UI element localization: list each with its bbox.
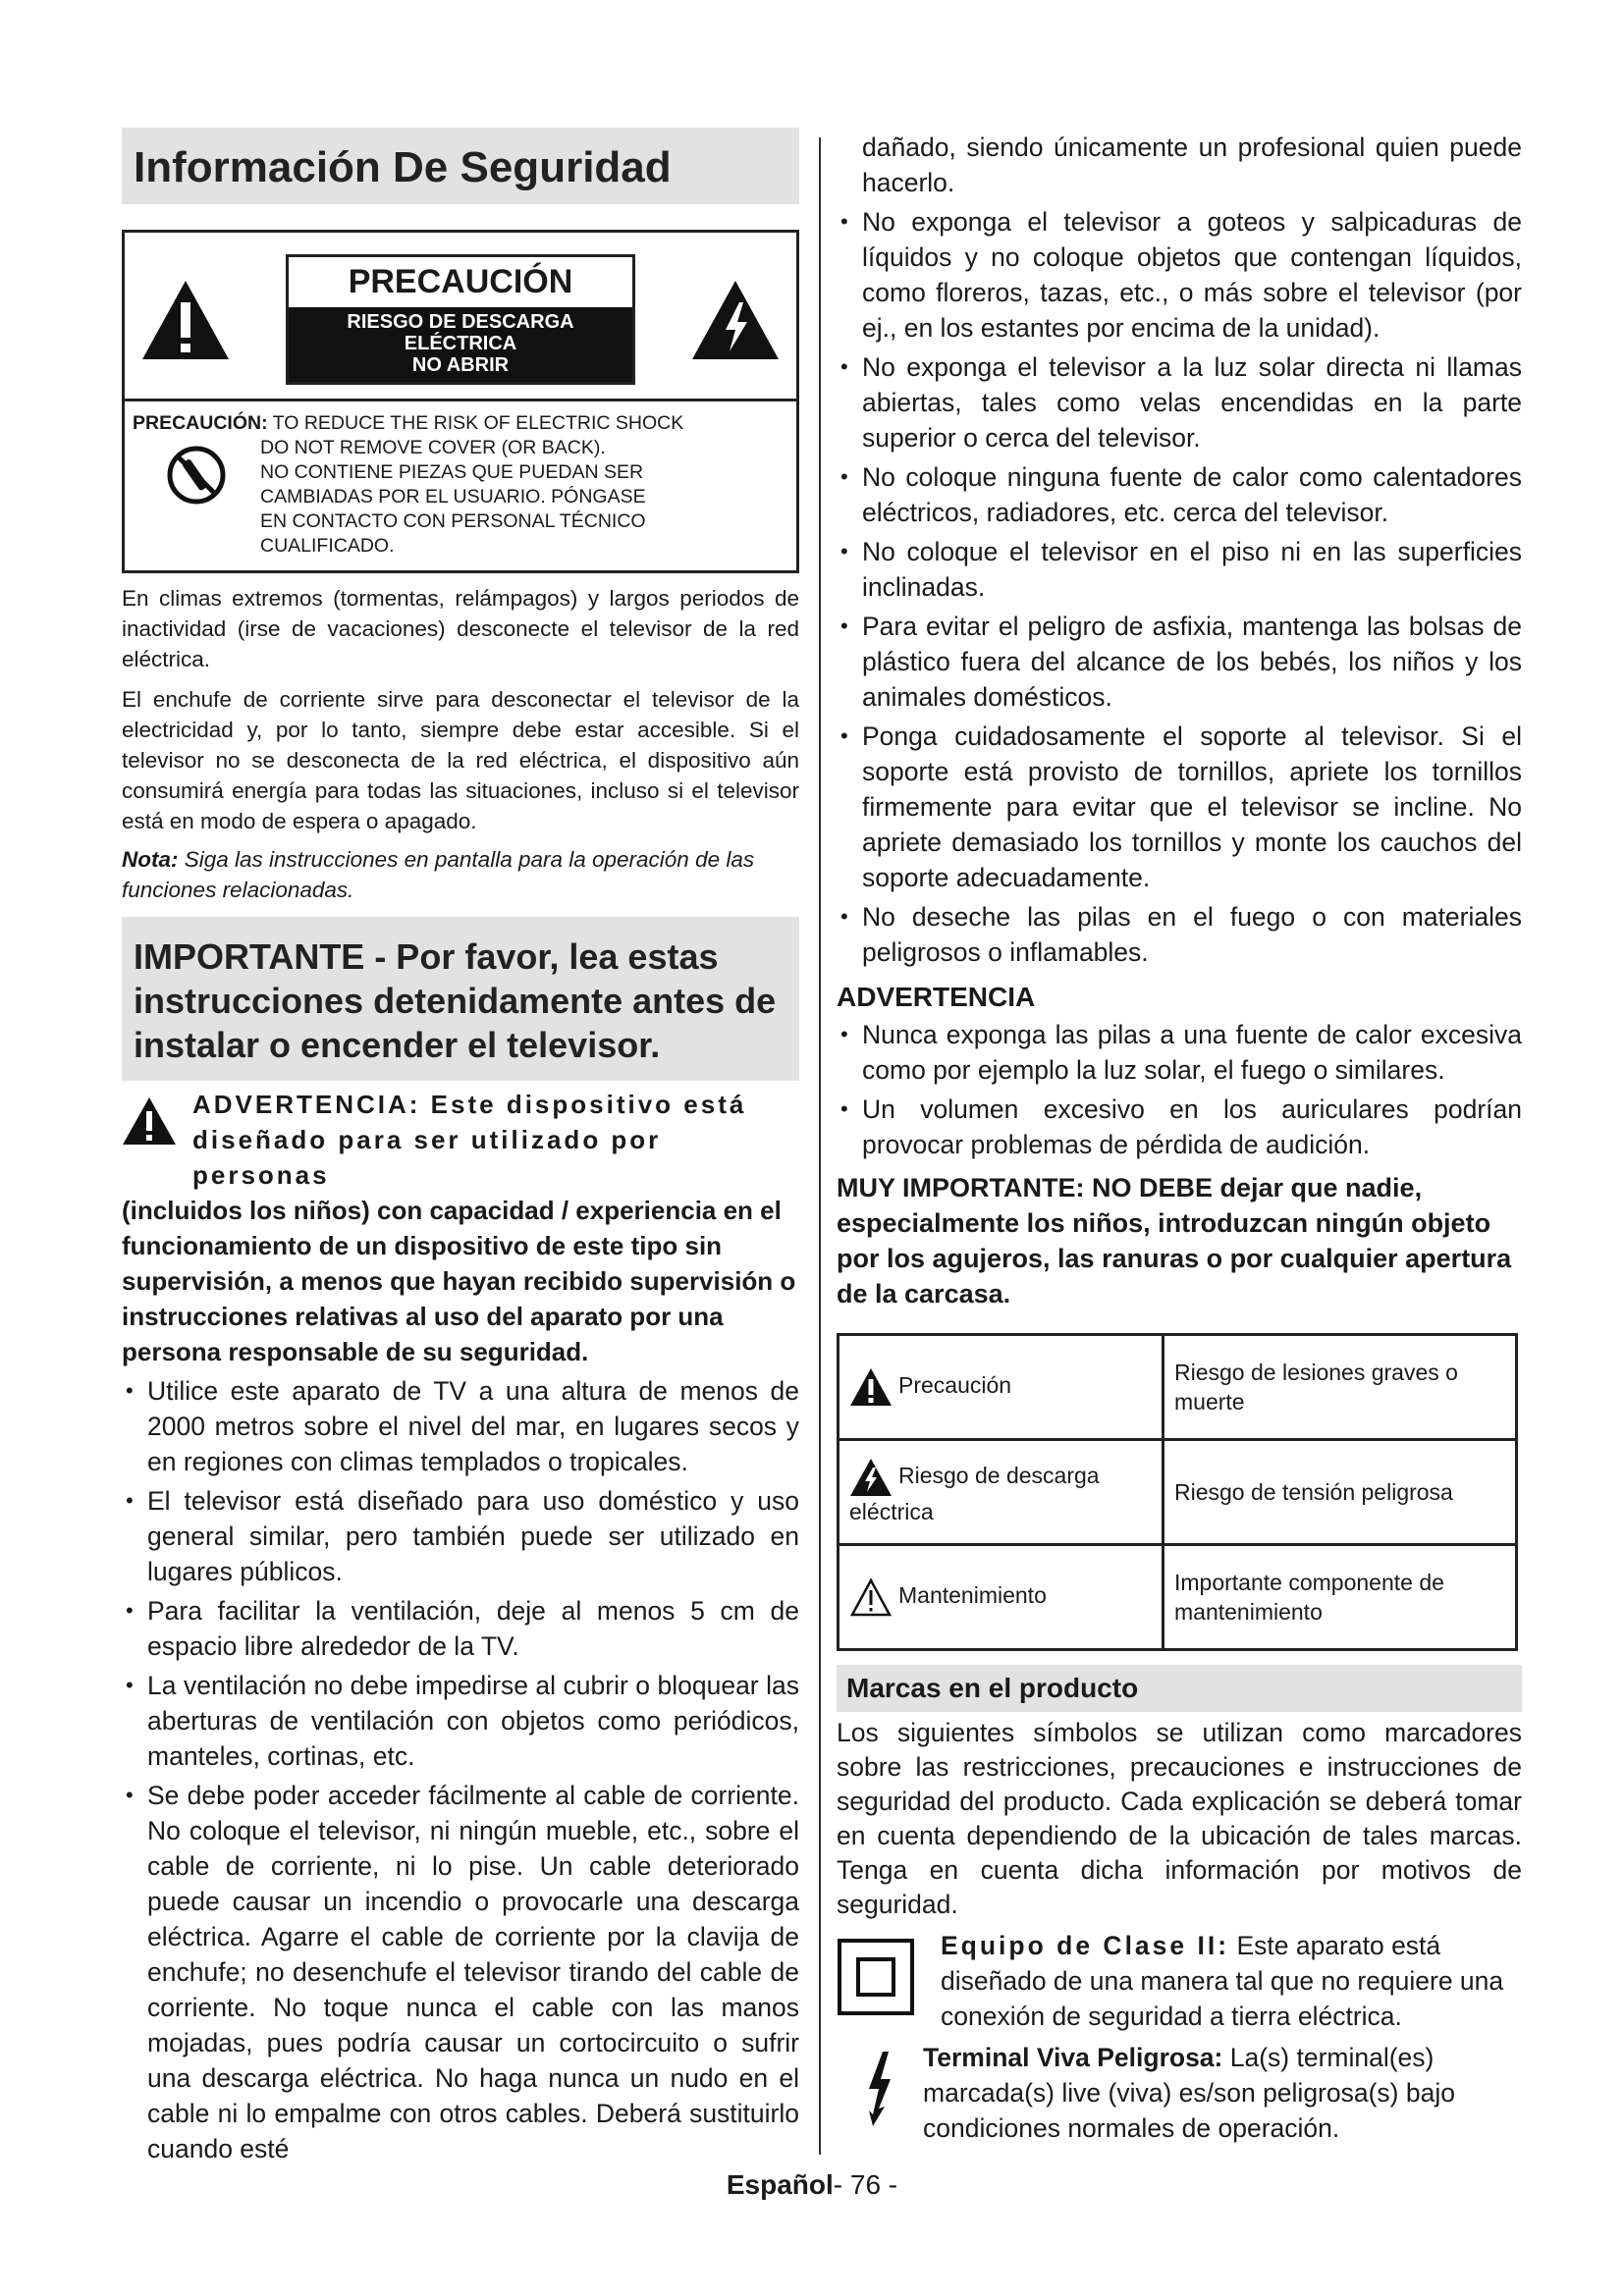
list-item: • No coloque ninguna fuente de calor como calentadores eléctricos, radiadores, etc. cerca del televisor. [837, 459, 1522, 530]
very-important-notice: MUY IMPORTANTE: NO DEBE dejar que nadie, especialmente los niños, introduzcan ningún objeto por los agujeros, las ranuras o por cualquier apertura de la carcasa. [837, 1173, 1512, 1308]
list-item: • La ventilación no debe impedirse al cubrir o bloquear las aberturas de ventilación con objetos como periódicos, manteles, cortinas, etc. [122, 1668, 799, 1774]
lightning-triangle-icon [690, 279, 781, 361]
class-ii-label: Equipo de Clase II: [941, 1931, 1230, 1960]
caution-subtitle [289, 307, 632, 382]
symbol-table [837, 1333, 1518, 1651]
list-item: • No coloque el televisor en el piso ni en las superficies inclinadas. [837, 534, 1522, 605]
list-item: • No exponga el televisor a goteos y salpicaduras de líquidos y no coloque objetos que contengan líquidos, como floreros, tazas, etc., o más sobre el televisor (por ej., en los estantes por encima de la unidad). [837, 204, 1522, 346]
caution-line: CUALIFICADO. [260, 535, 395, 557]
list-item: • Nunca exponga las pilas a una fuente de calor excesiva como por ejemplo la luz solar, el fuego o similares. [837, 1017, 1522, 1088]
table-cell-text: Precaución [898, 1372, 1012, 1399]
table-cell-text: Riesgo de descarga eléctrica [849, 1463, 1100, 1524]
list-item: • Se debe poder acceder fácilmente al cable de corriente. No coloque el televisor, ni ningún mueble, etc., sobre el cable de corriente, ni lo pise. Un cable deteriorado puede causar un incendio o provocarle una descarga eléctrica. Agarre el cable de corriente por la clavija de enchufe; no desenchufe el televisor tirando del cable de corriente. No toque nunca el cable con las manos mojadas, pues podría causar un cortocircuito o sufrir una descarga eléctrica. No haga nunca un nudo en el cable ni lo empalme con otros cables. Deberá sustituirlo cuando esté [122, 1778, 799, 2166]
table-cell [839, 1545, 1164, 1650]
paragraph-extreme-weather: En climas extremos (tormentas, relámpagos) y largos periodos de inactividad (irse de vacaciones) desconecte el televisor de la red eléctrica. [122, 586, 799, 671]
table-cell [839, 1440, 1164, 1545]
caution-title: PRECAUCIÓN [348, 263, 573, 300]
warning-block [122, 1087, 799, 1369]
right-bullet-list [837, 204, 1522, 970]
page-title: Información De Seguridad [122, 128, 799, 204]
list-item: • Ponga cuidadosamente el soporte al televisor. Si el soporte está provisto de tornillos, apriete los tornillos firmemente para evitar que el televisor se incline. No apriete demasiado los tornillos y monte los cauchos del soporte adecuadamente. [837, 719, 1522, 895]
left-bullet-list [122, 1373, 799, 2166]
live-terminal-label: Terminal Viva Peligrosa: [923, 2043, 1223, 2072]
warning-triangle-icon [122, 1096, 177, 1146]
class-ii-symbol-row [837, 1928, 1522, 2034]
warning-triangle-icon [849, 1367, 893, 1407]
caution-sub-line: RIESGO DE DESCARGA [347, 311, 574, 333]
caution-center-box [286, 254, 635, 385]
note [122, 844, 799, 905]
no-tools-icon [165, 444, 228, 507]
continued-text: dañado, siendo únicamente un profesional quien puede hacerlo. [862, 133, 1522, 197]
caution-label-box [122, 230, 799, 573]
warning-rest: (incluidos los niños) con capacidad / experiencia en el funcionamiento de un dispositivo de este tipo sin supervisión, a menos que hayan recibido supervisión o instrucciones relativas al uso del aparato por una persona responsable de su seguridad. [122, 1196, 796, 1366]
table-cell [839, 1335, 1164, 1440]
caution-line: DO NOT REMOVE COVER (OR BACK). [260, 437, 606, 458]
right-column [837, 130, 1522, 2146]
table-cell: Riesgo de tensión peligrosa [1164, 1440, 1517, 1545]
table-row [839, 1545, 1517, 1650]
class-ii-double-square-icon [837, 1938, 915, 2016]
footer-language: Español [726, 2169, 834, 2200]
live-terminal-symbol-row [837, 2040, 1522, 2146]
list-item: • Para facilitar la ventilación, deje al menos 5 cm de espacio libre alrededor de la TV. [122, 1593, 799, 1664]
note-label: Nota: [122, 847, 179, 872]
lightning-triangle-icon [849, 1458, 893, 1497]
advertencia-list [837, 1017, 1522, 1162]
caution-line: CAMBIADAS POR EL USUARIO. PÓNGASE [260, 486, 646, 507]
caution-header [125, 233, 796, 401]
caution-label: PRECAUCIÓN: [133, 412, 268, 434]
table-row [839, 1440, 1517, 1545]
paragraph-power-plug: El enchufe de corriente sirve para desconectar el televisor de la electricidad y, por lo tanto, siempre debe estar accesible. Si el televisor no se desconecta de la red eléctrica, el dispositivo aún consumirá energía para todas las situaciones, incluso si el televisor está en modo de espera o apagado. [122, 687, 799, 833]
class-ii-text: Este aparato está diseñado de una manera tal que no requiere una conexión de seguridad a tierra eléctrica. [941, 1931, 1504, 2031]
column-divider [819, 137, 821, 2155]
list-item: • No exponga el televisor a la luz solar directa ni llamas abiertas, tales como velas encendidas en la parte superior o cerca del televisor. [837, 349, 1522, 455]
table-cell-text: Mantenimiento [898, 1582, 1047, 1609]
lightning-bolt-icon [865, 2050, 894, 2128]
left-column [122, 128, 799, 2170]
important-heading: IMPORTANTE - Por favor, lea estas instrucciones detenidamente antes de instalar o encender el televisor. [122, 917, 799, 1081]
table-cell: Importante componente de mantenimiento [1164, 1545, 1517, 1650]
caution-text [125, 401, 796, 570]
warning-first-lines: ADVERTENCIA: Este dispositivo está diseñado para ser utilizado por personas [192, 1090, 747, 1190]
list-item: • No deseche las pilas en el fuego o con materiales peligrosos o inflamables. [837, 899, 1522, 970]
advertencia-heading: ADVERTENCIA [837, 982, 1036, 1012]
caution-line: EN CONTACTO CON PERSONAL TÉCNICO [260, 510, 646, 532]
live-terminal-text: La(s) terminal(es) marcada(s) live (viva) es/son peligrosa(s) bajo condiciones normales de operación. [923, 2043, 1455, 2143]
table-row [839, 1335, 1517, 1440]
caution-sub-line: NO ABRIR [411, 354, 510, 376]
page-number: - 76 - [833, 2169, 898, 2200]
marcas-heading: Marcas en el producto [837, 1665, 1522, 1712]
caution-line: TO REDUCE THE RISK OF ELECTRIC SHOCK [272, 412, 684, 434]
caution-line: NO CONTIENE PIEZAS QUE PUEDAN SER [260, 461, 644, 483]
exclamation-triangle-icon [140, 279, 231, 361]
list-item: • Un volumen excesivo en los auriculares podrían provocar problemas de pérdida de audición. [837, 1092, 1522, 1162]
note-text: Siga las instrucciones en pantalla para la operación de las funciones relacionadas. [122, 847, 755, 902]
list-item: • El televisor está diseñado para uso doméstico y uso general similar, pero también puede ser utilizado en lugares públicos. [122, 1483, 799, 1589]
page-footer [0, 2169, 1624, 2201]
caution-sub-line: ELÉCTRICA [404, 333, 517, 354]
outline-warning-triangle-icon [849, 1577, 893, 1617]
list-item: • Para evitar el peligro de asfixia, mantenga las bolsas de plástico fuera del alcance de los bebés, los niños y los animales domésticos. [837, 609, 1522, 715]
table-cell: Riesgo de lesiones graves o muerte [1164, 1335, 1517, 1440]
marcas-text: Los siguientes símbolos se utilizan como marcadores sobre las restricciones, precauciones e instrucciones de seguridad del producto. Cada explicación se deberá tomar en cuenta dependiendo de la ubicación de tales marcas. Tenga en cuenta dicha información por motivos de seguridad. [837, 1718, 1522, 1919]
list-item: • Utilice este aparato de TV a una altura de menos de 2000 metros sobre el nivel del mar, en lugares secos y en regiones con climas templados o tropicales. [122, 1373, 799, 1479]
